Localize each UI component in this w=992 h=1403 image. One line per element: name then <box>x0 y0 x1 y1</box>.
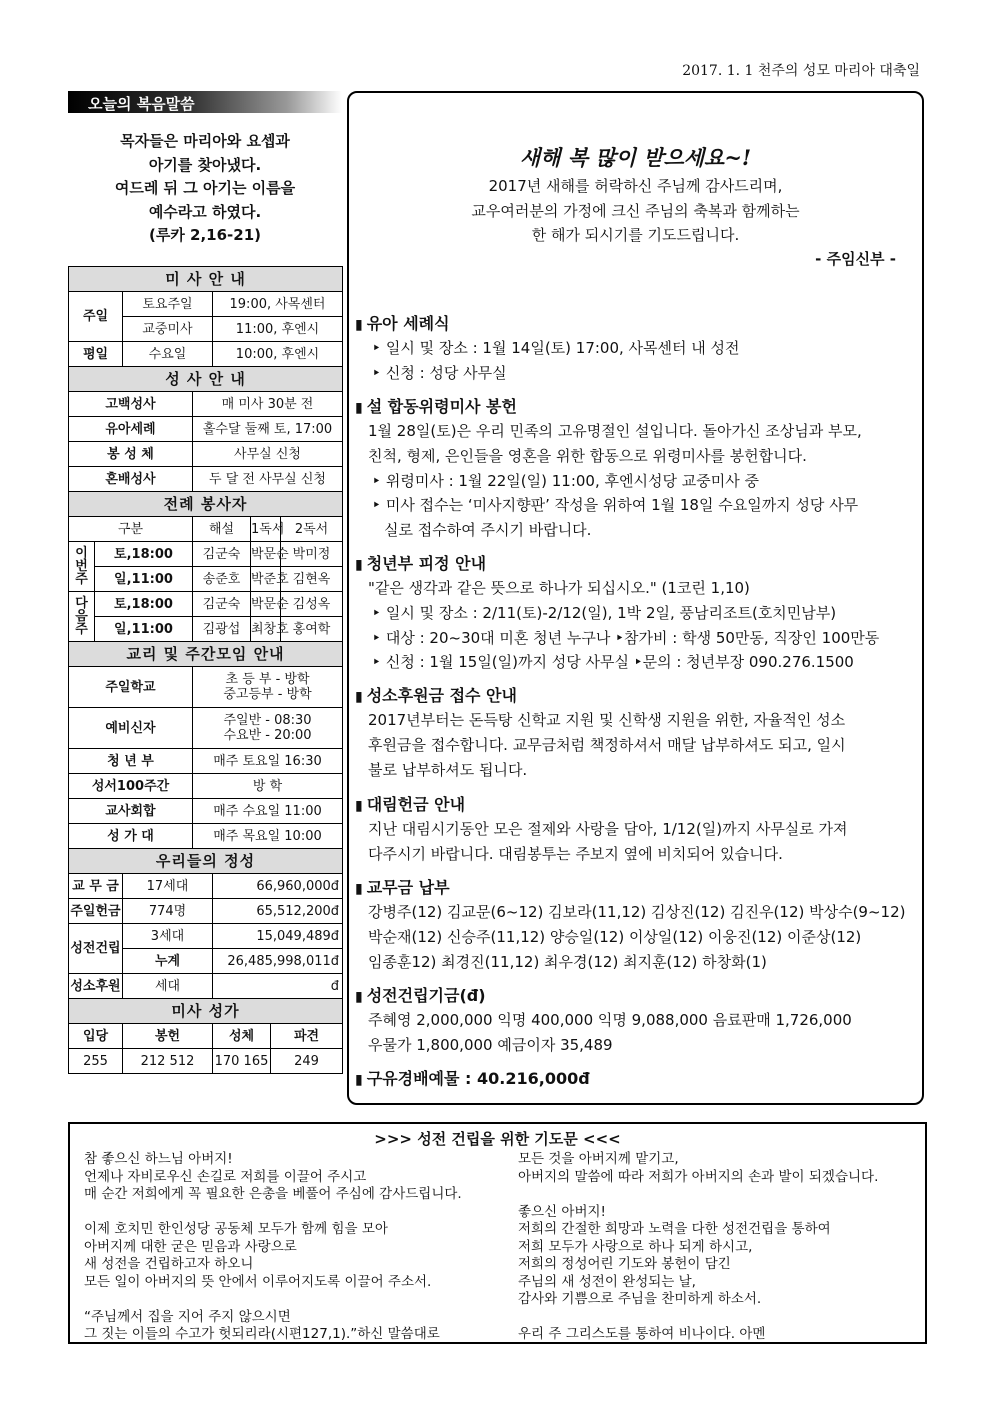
offering-name: 성전건립 <box>69 924 123 974</box>
prayer-line: “주님께서 집을 지어 주지 않으시면 <box>84 1308 291 1325</box>
sunday-label: 주일 <box>69 292 123 342</box>
sacrament-value: 매 미사 30분 전 <box>193 392 343 417</box>
notice-title: ▮ 설 합동위령미사 봉헌 <box>355 394 517 417</box>
notice-title: ▮ 교무금 납부 <box>355 875 450 898</box>
meeting-schedule: 매주 목요일 10:00 <box>193 824 343 849</box>
notice-title: ▮ 대림헌금 안내 <box>355 792 465 815</box>
minister-time: 토,18:00 <box>95 542 193 567</box>
meeting-schedule <box>193 708 343 749</box>
gospel-heading: 오늘의 복음말씀 <box>88 95 195 113</box>
meeting-line: 주일반 - 08:30 <box>223 713 312 728</box>
gospel-heading-bar <box>68 91 342 113</box>
meeting-name: 청 년 부 <box>69 749 193 774</box>
prayer-line: 감사와 기쁨으로 주님을 찬미하게 하소서. <box>518 1291 762 1307</box>
stats-value: 170 165 <box>213 1049 271 1074</box>
notice-title: ▮ 구유경배예물 : 40.216,000đ <box>355 1066 590 1089</box>
meeting-schedule <box>193 667 343 708</box>
prayer-line: 모든 것을 아버지께 맡기고, <box>518 1151 679 1167</box>
greeting-signature: - 주임신부 - <box>815 250 896 268</box>
bulletin-date: 2017. 1. 1 천주의 성모 마리아 대축일 <box>682 63 920 79</box>
sacrament-value: 홀수달 둘째 토, 17:00 <box>193 417 343 442</box>
notice-line: ‣ 신청 : 1월 15일(일)까지 성당 사무실 ‣문의 : 청년부장 090.276.1500 <box>372 651 854 672</box>
notice-line: 우물가 1,800,000 예금이자 35,489 <box>368 1035 613 1054</box>
gospel-line: 여드레 뒤 그 아기는 이름을 <box>114 179 296 197</box>
offering-name: 성소후원 <box>69 974 123 999</box>
meeting-schedule: 매주 수요일 11:00 <box>193 799 343 824</box>
meeting-line: 수요반 - 20:00 <box>223 728 312 743</box>
meeting-schedule: 매주 토요일 16:30 <box>193 749 343 774</box>
stats-value: 255 <box>69 1049 123 1074</box>
notice-line: ‣ 미사 접수는 ‘미사지향판’ 작성을 위하여 1월 18일 수요일까지 성당 사무 <box>372 494 858 515</box>
stats-header: 파견 <box>271 1024 343 1049</box>
meeting-name: 성 가 대 <box>69 824 193 849</box>
mass-name: 수요일 <box>123 342 213 367</box>
meeting-schedule: 방 학 <box>193 774 343 799</box>
reader-1: 박문순 <box>251 592 281 617</box>
gospel-line: 아기를 찾아냈다. <box>148 155 262 174</box>
minister-time: 일,11:00 <box>95 617 193 642</box>
offering-amount: đ <box>213 974 343 999</box>
ministers-header: 1독서 <box>251 517 281 542</box>
sacrament-title: 성 사 안 내 <box>69 367 343 392</box>
stats-header: 입당 <box>69 1024 123 1049</box>
offering-total: 26,485,998,011đ <box>213 949 343 974</box>
prayer-line: 그 짓는 이들의 수고가 헛되리라(시편127,1).”하신 말씀대로 <box>84 1326 440 1342</box>
minister-time: 토,18:00 <box>95 592 193 617</box>
prayer-line: 언제나 자비로우신 손길로 저희를 이끌어 주시고 <box>84 1168 367 1185</box>
sacrament-name: 유아세례 <box>69 417 193 442</box>
offering-title: 우리들의 정성 <box>69 849 343 874</box>
commentator: 김광섭 <box>193 617 251 642</box>
prayer-line: 모든 일이 아버지의 뜻 안에서 이루어지도록 이끌어 주소서. <box>84 1273 432 1290</box>
next-week-label: 다음주 <box>69 592 95 642</box>
ministers-header: 해설 <box>193 517 251 542</box>
info-table <box>68 266 343 1074</box>
greeting-line: 교우여러분의 가정에 크신 주님의 축복과 함께하는 <box>471 201 800 220</box>
offering-amount: 66,960,000đ <box>213 874 343 899</box>
notice-title: ▮ 성전건립기금(đ) <box>355 983 486 1006</box>
stats-title: 미사 성가 <box>69 999 343 1024</box>
notice-line: 2017년부터는 돈득탕 신학교 지원 및 신학생 지원을 위한, 자율적인 성소 <box>368 711 846 729</box>
mass-name: 교중미사 <box>123 317 213 342</box>
reader-2: 김성옥 <box>281 592 343 617</box>
prayer-line: 저희의 정성어린 기도와 봉헌이 담긴 <box>518 1256 731 1272</box>
notice-line: 박순재(12) 신승주(11,12) 양승일(12) 이상일(12) 이웅진(12) 이준상(12) <box>368 927 862 946</box>
notice-title: ▮ 성소후원금 접수 안내 <box>355 683 517 706</box>
notice-line: 실로 접수하여 주시기 바랍니다. <box>384 521 592 540</box>
greeting-title: 새해 복 많이 받으세요~! <box>519 145 752 170</box>
offering-count: 774명 <box>123 899 213 924</box>
mass-name: 토요주일 <box>123 292 213 317</box>
offering-count: 3세대 <box>123 924 213 949</box>
notice-line: "같은 생각과 같은 뜻으로 하나가 되십시오." (1코린 1,10) <box>368 579 750 597</box>
commentator: 송준호 <box>193 567 251 592</box>
prayer-line: 우리 주 그리스도를 통하여 비나이다. 아멘 <box>518 1326 766 1342</box>
notice-line: 지난 대림시기동안 모은 절제와 사랑을 담아, 1/12(일)까지 사무실로 가져 <box>368 820 848 838</box>
meeting-line: 초 등 부 - 방학 <box>225 672 310 687</box>
meeting-name: 교사회합 <box>69 799 193 824</box>
meeting-line: 중고등부 - 방학 <box>223 687 312 702</box>
prayer-line: 저희 모두가 사랑으로 하나 되게 하시고, <box>518 1238 753 1255</box>
sacrament-value: 두 달 전 사무실 신청 <box>193 467 343 492</box>
sacrament-name: 고백성사 <box>69 392 193 417</box>
notice-line: 불로 납부하셔도 됩니다. <box>368 760 528 779</box>
weekday-label: 평일 <box>69 342 123 367</box>
gospel-line: 목자들은 마리아와 요셉과 <box>120 132 290 150</box>
notice-line: ‣ 위령미사 : 1월 22일(일) 11:00, 후엔시성당 교중미사 중 <box>372 470 759 491</box>
reader-1: 박준호 <box>251 567 281 592</box>
prayer-line: 이제 호치민 한인성당 공동체 모두가 함께 힘을 모아 <box>84 1221 388 1237</box>
notice-line: 강병주(12) 김교문(6~12) 김보라(11,12) 김상진(12) 김진우(12) 박상수(9~12) <box>368 903 906 921</box>
gospel-line: 예수라고 하였다. <box>148 202 262 221</box>
prayer-line: 저희의 간절한 희망과 노력을 다한 성전건립을 통하여 <box>518 1221 831 1237</box>
notice-line: 주혜영 2,000,000 익명 400,000 익명 9,088,000 음료판매 1,726,000 <box>368 1011 852 1029</box>
reader-1: 박문순 <box>251 542 281 567</box>
stats-value: 249 <box>271 1049 343 1074</box>
greeting-line: 한 해가 되시기를 기도드립니다. <box>531 226 740 244</box>
notice-line: 1월 28일(토)은 우리 민족의 고유명절인 설입니다. 돌아가신 조상님과 부모, <box>368 422 862 440</box>
mass-time: 11:00, 후엔시 <box>213 317 343 342</box>
prayer-line: 매 순간 저희에게 꼭 필요한 은총을 베풀어 주심에 감사드립니다. <box>84 1186 462 1202</box>
sacrament-name: 봉 성 체 <box>69 442 193 467</box>
reader-1: 최창호 <box>251 617 281 642</box>
meeting-name: 주일학교 <box>69 667 193 708</box>
mass-time: 19:00, 사목센터 <box>213 292 343 317</box>
offering-amount: 15,049,489đ <box>213 924 343 949</box>
ministers-header: 구분 <box>69 517 193 542</box>
notice-line: 후원금을 접수합니다. 교무금처럼 책정하셔서 매달 납부하셔도 되고, 일시 <box>368 735 846 754</box>
offering-amount: 65,512,200đ <box>213 899 343 924</box>
meeting-name: 성서100주간 <box>69 774 193 799</box>
reader-2: 박미정 <box>281 542 343 567</box>
reader-2: 홍여학 <box>281 617 343 642</box>
notice-line: ‣ 신청 : 성당 사무실 <box>372 362 507 383</box>
offering-total-label: 누계 <box>123 949 213 974</box>
notice-line: ‣ 대상 : 20~30대 미혼 청년 누구나 ‣참가비 : 학생 50만동, 직장인 100만동 <box>372 627 879 648</box>
mass-time: 10:00, 후엔시 <box>213 342 343 367</box>
sacrament-value: 사무실 신청 <box>193 442 343 467</box>
prayer-line: 주님의 새 성전이 완성되는 날, <box>518 1273 696 1290</box>
offering-name: 교 무 금 <box>69 874 123 899</box>
notice-line: ‣ 일시 및 장소 : 1월 14일(토) 17:00, 사목센터 내 성전 <box>372 337 740 358</box>
this-week-label: 이번주 <box>69 542 95 592</box>
mass-title: 미 사 안 내 <box>69 267 343 292</box>
meeting-name: 예비신자 <box>69 708 193 749</box>
notice-title: ▮ 청년부 피정 안내 <box>355 551 486 574</box>
prayer-line: 좋으신 아버지! <box>518 1203 606 1220</box>
gospel-text <box>68 130 342 248</box>
ministers-header: 2독서 <box>281 517 343 542</box>
greeting-line: 2017년 새해를 허락하신 주님께 감사드리며, <box>488 177 783 195</box>
offering-count: 세대 <box>123 974 213 999</box>
prayer-line: 참 좋으신 하느님 아버지! <box>84 1151 233 1167</box>
prayer-line: 아버지께 대한 굳은 믿음과 사랑으로 <box>84 1238 297 1255</box>
notice-title: ▮ 유아 세례식 <box>355 311 450 334</box>
greeting-text <box>347 174 924 248</box>
stats-value: 212 512 <box>123 1049 213 1074</box>
offering-count: 17세대 <box>123 874 213 899</box>
stats-header: 봉헌 <box>123 1024 213 1049</box>
ministers-title: 전례 봉사자 <box>69 492 343 517</box>
stats-header: 성체 <box>213 1024 271 1049</box>
notice-line: 친척, 형제, 은인들을 영혼을 위한 합동으로 위령미사를 봉헌합니다. <box>368 446 807 465</box>
prayer-title: >>> 성전 건립을 위한 기도문 <<< <box>374 1130 621 1148</box>
meetings-title: 교리 및 주간모임 안내 <box>69 642 343 667</box>
notice-line: 다주시기 바랍니다. 대림봉투는 주보지 옆에 비치되어 있습니다. <box>368 844 783 863</box>
minister-time: 일,11:00 <box>95 567 193 592</box>
sacrament-name: 혼배성사 <box>69 467 193 492</box>
notice-line: 임종훈12) 최경진(11,12) 최우경(12) 최지훈(12) 하창화(1) <box>368 952 767 971</box>
notice-line: ‣ 일시 및 장소 : 2/11(토)-2/12(일), 1박 2일, 풍남리조트(호치민남부) <box>372 602 836 623</box>
offering-name: 주일헌금 <box>69 899 123 924</box>
prayer-line: 아버지의 말씀에 따라 저희가 아버지의 손과 발이 되겠습니다. <box>518 1168 879 1185</box>
gospel-reference: (루카 2,16-21) <box>148 226 262 244</box>
commentator: 김군숙 <box>193 542 251 567</box>
reader-2: 김현옥 <box>281 567 343 592</box>
commentator: 김군숙 <box>193 592 251 617</box>
prayer-line: 새 성전을 건립하고자 하오니 <box>84 1256 254 1272</box>
